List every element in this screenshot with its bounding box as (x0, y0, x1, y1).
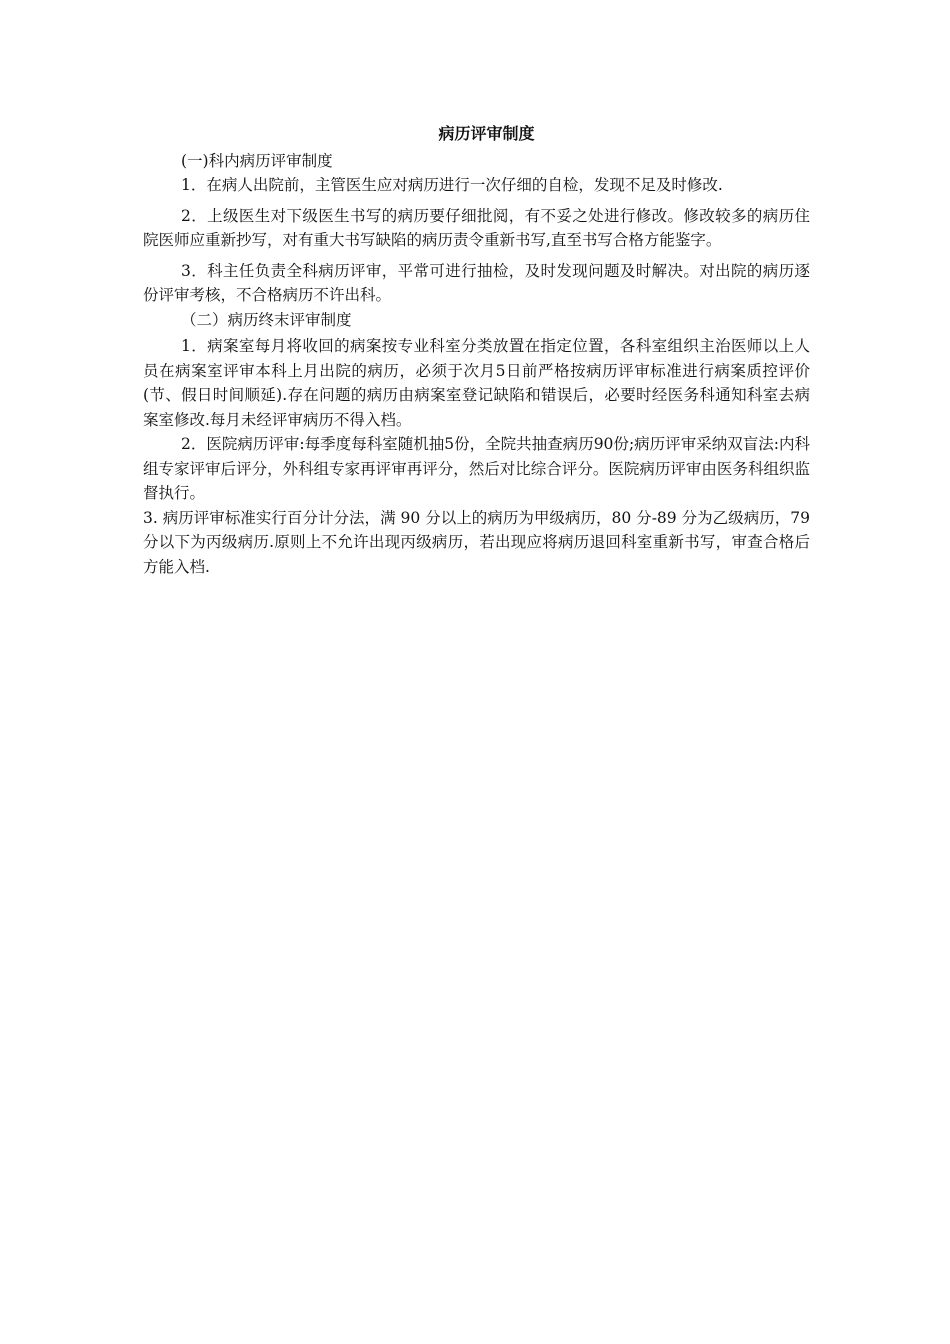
paragraph-records-room: 1．病案室每月将收回的病案按专业科室分类放置在指定位置，各科室组织主治医师以上人员在病案室评审本科上月出院的病历，必须于次月5日前严格按病历评审标准进行病案质控评价(节、假日时间顺延).存在问题的病历由病案室登记缺陷和错误后，必要时经医务科通知科室去病案室修改.每月未经评审病历不得入档。 (143, 337, 810, 429)
paragraph-hospital-review: 2．医院病历评审:每季度每科室随机抽5份，全院共抽查病历90份;病历评审采纳双盲法:内科组专家评审后评分，外科组专家再评审再评分，然后对比综合评分。医院病历评审由医务科组织监督执行。 (143, 435, 810, 502)
document-title: 病历评审制度 (438, 124, 535, 143)
document-body (143, 122, 810, 579)
paragraph-senior-review: 2．上级医生对下级医生书写的病历要仔细批阅，有不妥之处进行修改。修改较多的病历住院医师应重新抄写，对有重大书写缺陷的病历责令重新书写,直至书写合格方能鉴字。 (143, 206, 810, 249)
section-heading-ward-review: (一)科内病历评审制度 (181, 151, 333, 170)
paragraph-self-check: 1．在病人出院前，主管医生应对病历进行一次仔细的自检，发现不足及时修改. (181, 176, 723, 194)
section-heading-final-review: （二）病历终末评审制度 (181, 310, 352, 329)
paragraph-scoring-standard: 3. 病历评审标准实行百分计分法，满 90 分以上的病历为甲级病历，80 分-89 分为乙级病历，79 分以下为丙级病历.原则上不允许出现丙级病历，若出现应将病历退回科室重新书写，审查合格后方能入档. (143, 508, 810, 576)
paragraph-director-review: 3．科主任负责全科病历评审，平常可进行抽检，及时发现问题及时解决。对出院的病历逐份评审考核，不合格病历不许出科。 (143, 261, 810, 304)
